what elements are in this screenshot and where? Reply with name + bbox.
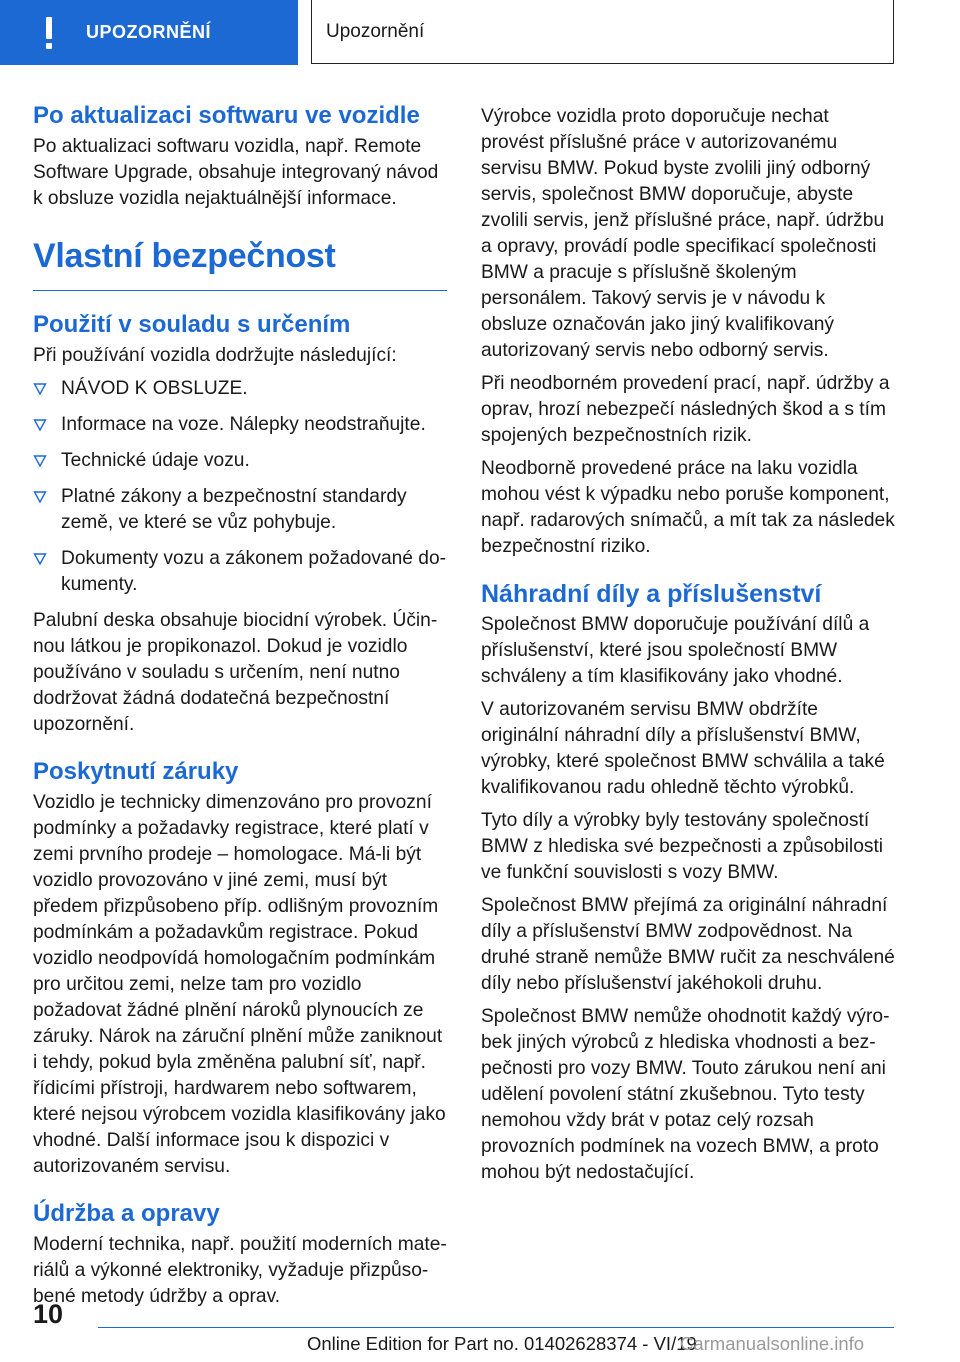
section-tab-label: UPOZORNĚNÍ: [86, 22, 212, 42]
page-header: [311, 0, 894, 64]
list-item: Technické údaje vozu.: [33, 448, 447, 474]
heading-spare-parts: Náhradní díly a příslušenství: [481, 580, 822, 608]
list-item: NÁVOD K OBSLUZE.: [33, 376, 447, 402]
triangle-bullet-icon: [33, 418, 47, 432]
paragraph: Při používání vozidla dodržujte následující:: [33, 345, 397, 366]
paragraph: Palubní deska obsahuje biocidní výrobek. Účinnou látkou je propikonazol. Dokud je vozidlo používáno v souladu s určením, není nutno dodržovat žádná dodatečná bezpečnostní upozornění.: [33, 610, 438, 735]
list-item: Dokumenty vozu a zákonem požadované dokumenty.: [33, 546, 447, 598]
footer-watermark: Carmanualsonline.info: [680, 1333, 865, 1354]
bullet-list: [33, 376, 447, 598]
triangle-bullet-icon: [33, 454, 47, 468]
paragraph: Tyto díly a výrobky byly testovány společností BMW z hlediska své bezpečnosti a způsobilosti ve funkční souvislosti s vozy BMW.: [481, 810, 884, 883]
triangle-bullet-icon: [33, 382, 47, 396]
paragraph: Vozidlo je technicky dimenzováno pro provozní podmínky a požadavky registrace, které platí v zemi prvního prodeje – homologace. Má-li být vozidlo provozováno v jiné zemi, musí být předem přizpůsobeno příp. odlišným provozním podmínkám a požadavkům registrace. Pokud vozidlo neodpovídá homologačním podmínkám pro určitou zemi, nelze tam pro vozidlo požadovat žádné plnění nároků plynoucích ze záruky. Nárok na záruční plnění může zaniknout i tehdy, pokud byla změněna palubní síť, např. řídicími přístroji, hardwarem nebo softwarem, které nejsou výrobcem vozidla klasifikovány jako vhodné. Další informace jsou k dispozici v autorizovaném servisu.: [33, 792, 446, 1177]
triangle-bullet-icon: [33, 490, 47, 504]
heading-maintenance: Údržba a opravy: [33, 1200, 220, 1227]
section-tab: [0, 0, 298, 65]
heading-warranty: Poskytnutí záruky: [33, 758, 239, 785]
paragraph: Společnost BMW doporučuje používání dílů a příslušenství, které jsou společností BMW schváleny a tím klasifikovány jako vhodné.: [481, 614, 870, 687]
list-item: Platné zákony a bezpečnostní standardy země, ve které se vůz pohybuje.: [33, 484, 447, 536]
warning-icon: [37, 17, 61, 49]
paragraph: Výrobce vozidla proto doporučuje nechat provést příslušné práce v autorizovanému servisu BMW. Pokud byste zvolili jiný odborný servis, společnost BMW doporučuje, abyste zvolili servis, jenž příslušné práce, např. údržbu a opravy, provádí podle specifikací společnosti BMW a pracuje s příslušně školeným personálem. Takový servis je v návodu k obsluze označován jako jiný kvalifikovaný autorizovaný servis nebo odborný servis.: [481, 106, 885, 361]
page-title: Upozornění: [326, 20, 425, 42]
triangle-bullet-icon: [33, 552, 47, 566]
heading-software-update: Po aktualizaci softwaru ve vozidle: [33, 102, 420, 129]
paragraph: Při neodborném provedení prací, např. údržby a oprav, hrozí nebezpečí následných škod a s tím spojených bezpečnostních rizik.: [481, 373, 890, 446]
paragraph: V autorizovaném servisu BMW obdržíte originální náhradní díly a příslušenství BMW, výrobky, které společnost BMW schválila a také kvalifikovanou radu ohledně těchto výrobků.: [481, 699, 885, 798]
left-column: [33, 100, 447, 1317]
paragraph: Moderní technika, např. použití moderních materiálů a výkonné elektroniky, vyžaduje přizpůsobené metody údržby a oprav.: [33, 1234, 447, 1307]
right-column: [481, 104, 895, 1193]
page-number: 10: [33, 1299, 64, 1329]
list-item: Informace na voze. Nálepky neodstraňujte.: [33, 412, 447, 438]
chapter-title: Vlastní bezpečnost: [33, 237, 336, 275]
footer-edition: Online Edition for Part no. 01402628374 - VI/19: [307, 1333, 697, 1354]
paragraph: Po aktualizaci softwaru vozidla, např. Remote Software Upgrade, obsahuje integrovaný návod k obsluze vozidla nejaktuálnější informace.: [33, 136, 439, 209]
paragraph: Společnost BMW nemůže ohodnotit každý výrobek jiných výrobců z hlediska vhodnosti a bezpečnosti pro vozy BMW. Touto zárukou není ani udělení povolení státní zkušebnou. Tyto testy nemohou vždy brát v potaz celý rozsah provozních podmínek na vozech BMW, a proto mohou být nedostačující.: [481, 1006, 890, 1183]
paragraph: Neodborně provedené práce na laku vozidla mohou vést k výpadku nebo poruše komponent, např. radarových snímačů, a mít tak za následek bezpečnostní riziko.: [481, 458, 895, 557]
footer-divider: [98, 1327, 894, 1328]
chapter-divider: [33, 290, 447, 291]
paragraph: Společnost BMW přejímá za originální náhradní díly a příslušenství BMW zodpovědnost. Na druhé straně nemůže BMW ručit za neschválené díly nebo příslušenství jakéhokoli druhu.: [481, 895, 895, 994]
heading-intended-use: Použití v souladu s určením: [33, 311, 351, 338]
